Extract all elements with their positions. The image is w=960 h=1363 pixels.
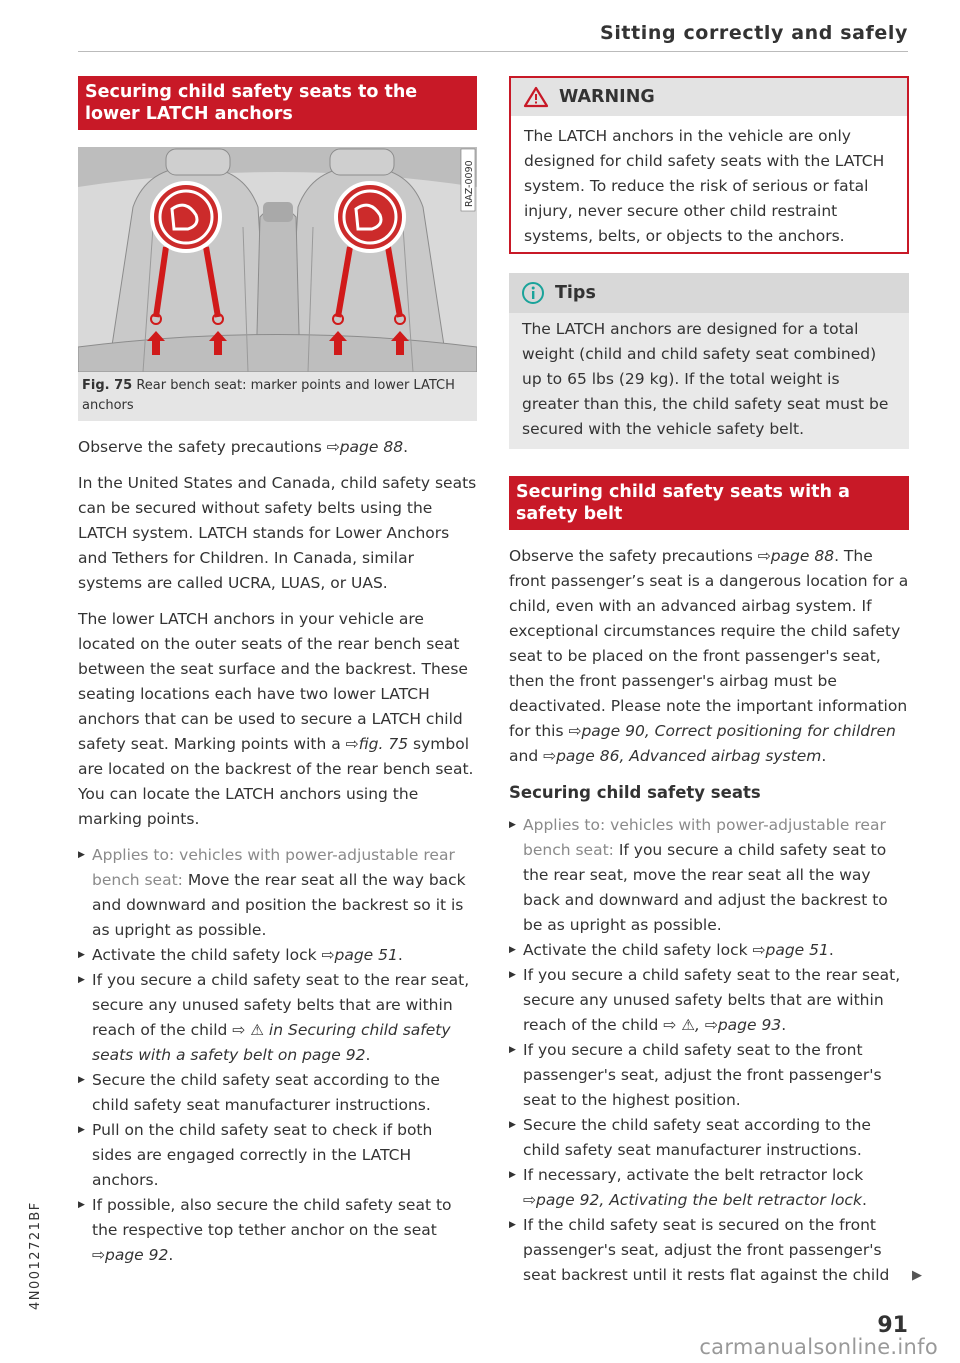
latch-location-paragraph: The lower LATCH anchors in your vehicle are located on the outer seats of the rear bench seat between the seat surface and the backrest. These seating locations each have two lower LATCH anchors that can be used to secure a LATCH child safety seat. Marking points with a ⇨fig. 75 symbol are located on the backrest of the rear bench seat. You can locate the LATCH anchors using the marking points. (78, 610, 474, 828)
step-text: Activate the child safety lock (523, 941, 753, 959)
rear-bench-illustration (78, 147, 477, 372)
latch-intro-paragraph: In the United States and Canada, child safety seats can be secured without safety belts using the LATCH system. LATCH stands for Lower Anchors and Tethers for Children. In Canada, similar systems are called UCRA, LUAS, or UAS. (78, 474, 477, 592)
latch-symbol-icon (336, 183, 404, 251)
step-text: If possible, also secure the child safety seat to the respective top tether anchor on the seat (92, 1196, 452, 1239)
section-title-safety-belt: Securing child safety seats with a safety belt (509, 476, 909, 530)
step-item (78, 968, 477, 1068)
step-text: Activate the child safety lock (92, 946, 322, 964)
step-item (509, 813, 909, 938)
warning-text: The LATCH anchors in the vehicle are only designed for child safety seats with the LATCH system. To reduce the risk of serious or fatal injury, never secure other child restraint systems, belts, or objects to the anchors. (524, 127, 885, 245)
step-text: If necessary, activate the belt retractor lock (523, 1166, 864, 1184)
step-item (78, 1118, 477, 1193)
step-text: If you secure a child safety seat to the rear seat, secure any unused safety belts that are within reach of the child (523, 966, 901, 1034)
right-column (509, 76, 909, 1288)
tips-title: Tips (555, 283, 596, 303)
page-link[interactable]: ⇨page 88 (757, 547, 835, 565)
applicability-note: Applies to: vehicles with power-adjustable rear bench seat: (523, 816, 886, 859)
subsection-title: Securing child safety seats (509, 783, 761, 802)
warning-box (509, 76, 909, 254)
figure-caption-text: Rear bench seat: marker points and lower LATCH anchors (82, 378, 455, 413)
document-code: 4N0012721BF (28, 1201, 43, 1310)
page-number: 91 (877, 1313, 908, 1338)
page-link[interactable]: ⇨page 51 (321, 946, 398, 964)
page-link[interactable]: ⇨ ⚠ in Securing child safety seats with a safety belt on page 92 (92, 1021, 451, 1064)
page-link[interactable]: ⇨page 51 (752, 941, 829, 959)
page-link[interactable]: ⇨ ⚠, ⇨page 93 (663, 1016, 782, 1034)
applicability-note: Applies to: vehicles with power-adjustable rear bench seat: (92, 846, 455, 889)
latch-symbol-icon (152, 183, 220, 251)
tips-text: The LATCH anchors are designed for a total weight (child and child safety seat combined) up to 65 lbs (29 kg). If the total weight is greater than this, the child safety seat must be secured with the vehicle safety belt. (522, 320, 889, 438)
step-item (509, 1038, 909, 1113)
step-text: . (861, 1191, 867, 1209)
warning-triangle-icon (523, 86, 549, 108)
precautions-paragraph: Observe the safety precautions ⇨page 88. (78, 438, 409, 456)
figure-label: Fig. 75 (82, 378, 133, 393)
figure-link[interactable]: ⇨fig. 75 (345, 735, 409, 753)
step-text: If you secure a child safety seat to the rear seat, move the rear seat all the way back and downward and adjust the backrest to be as upright as possible. (523, 841, 888, 934)
page-link[interactable]: ⇨page 88 (326, 438, 404, 456)
step-text: Secure the child safety seat according to the child safety seat manufacturer instructions. (523, 1116, 871, 1159)
figure-caption (78, 372, 477, 421)
header-divider (78, 51, 908, 52)
warning-header (511, 78, 907, 116)
safety-belt-steps-list (509, 813, 909, 1288)
step-text: If you secure a child safety seat to the front passenger's seat, adjust the front passenger's seat to the highest position. (523, 1041, 882, 1109)
info-icon (521, 281, 545, 305)
tips-box (509, 273, 909, 449)
continue-arrow-icon: ▶ (912, 1268, 922, 1283)
latch-steps-list (78, 843, 477, 1268)
front-seat-paragraph: Observe the safety precautions ⇨page 88. The front passenger’s seat is a dangerous location for a child, even with an advanced airbag system. If exceptional circumstances require the child safety seat to be placed on the front passenger's seat, then the front passenger's airbag must be deactivated. Please note the important information for this ⇨page 90, Correct positioning for children and ⇨page 86, Advanced airbag system. (509, 547, 909, 765)
page-link[interactable]: ⇨page 92 (92, 1246, 169, 1264)
step-item (509, 1113, 909, 1163)
step-item (509, 938, 909, 963)
step-item (509, 1213, 909, 1288)
tips-header (509, 273, 909, 313)
step-text: Pull on the child safety seat to check if both sides are engaged correctly in the LATCH anchors. (92, 1121, 433, 1189)
step-item (78, 1068, 477, 1118)
warning-title: WARNING (559, 87, 655, 107)
step-item (78, 1193, 477, 1268)
step-item (78, 943, 477, 968)
step-text: Secure the child safety seat according to the child safety seat manufacturer instructions. (92, 1071, 440, 1114)
page-link[interactable]: ⇨page 92, Activating the belt retractor lock (523, 1191, 862, 1209)
figure-75 (78, 147, 477, 421)
step-text: If you secure a child safety seat to the rear seat, secure any unused safety belts that are within reach of the child (92, 971, 470, 1039)
step-item (509, 963, 909, 1038)
running-header: Sitting correctly and safely (600, 22, 908, 44)
page-link[interactable]: ⇨page 86, Advanced airbag system (543, 747, 822, 765)
page-link[interactable]: ⇨page 90, Correct positioning for children (568, 722, 896, 740)
step-item (78, 843, 477, 943)
step-text: . (828, 941, 834, 959)
step-text: . (168, 1246, 174, 1264)
watermark: carmanualsonline.info (699, 1335, 938, 1359)
step-text: If the child safety seat is secured on the front passenger's seat, adjust the front passenger's seat backrest until it rests flat against the child (523, 1216, 890, 1284)
step-text: Move the rear seat all the way back and downward and position the backrest so it is as upright as possible. (92, 871, 466, 939)
step-item (509, 1163, 909, 1213)
step-text: . (781, 1016, 787, 1034)
step-text: . (365, 1046, 371, 1064)
figure-code: RAZ-0090 (464, 160, 475, 207)
step-text: . (397, 946, 403, 964)
left-column (78, 76, 477, 1268)
section-title-latch: Securing child safety seats to the lower LATCH anchors (78, 76, 477, 130)
